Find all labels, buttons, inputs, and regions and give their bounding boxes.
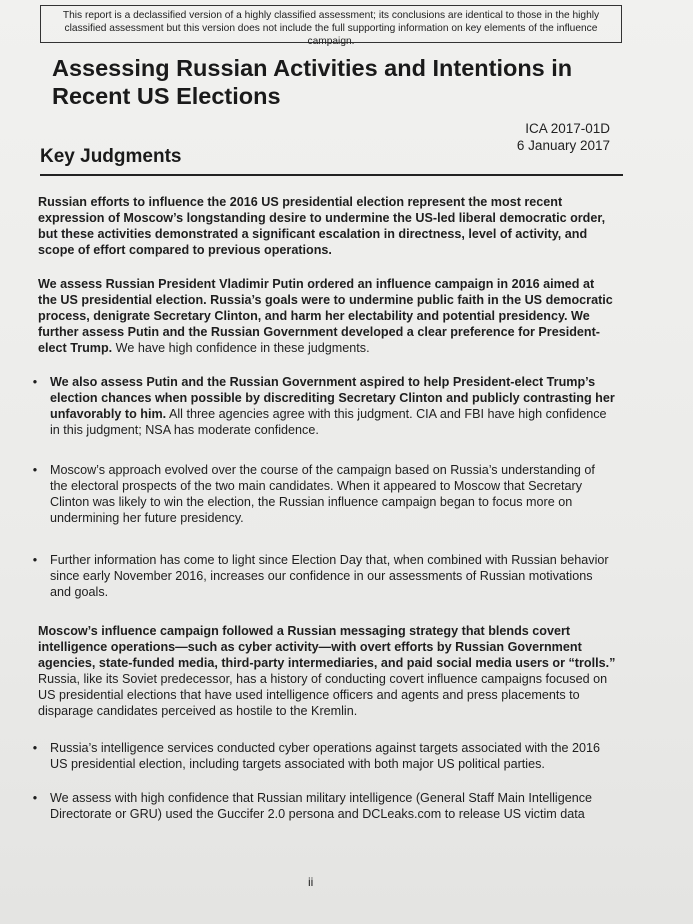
paragraph-2 (38, 276, 616, 356)
paragraph-2-normal: We have high confidence in these judgments. (112, 341, 370, 355)
declassification-notice: This report is a declassified version of a highly classified assessment; its conclusions are identical to those in the highly classified assessment but this version does not include the full supporting information on key elements of the influence campaign. (40, 5, 622, 43)
document-meta (517, 120, 610, 154)
paragraph-3-bold: Moscow’s influence campaign followed a Russian messaging strategy that blends covert intelligence operations—such as cyber activity—with overt efforts by Russian Government agencies, state-funded media, third-party intermediaries, and paid social media users or “trolls.” (38, 624, 616, 670)
bullet-4-text: Russia’s intelligence services conducted cyber operations against targets associated with the 2016 US presidential election, including targets associated with both major US political parties. (50, 741, 601, 771)
bullet-item-3 (30, 552, 620, 600)
bullet-item-2 (30, 462, 620, 526)
section-heading: Key Judgments (40, 146, 182, 167)
document-date: 6 January 2017 (516, 138, 610, 153)
bullet-dot: • (32, 553, 38, 567)
bullet-dot: • (32, 375, 38, 389)
paragraph-3-normal: Russia, like its Soviet predecessor, has a history of conducting covert influence campaigns focused on US presidential elections that have used intelligence officers and agents and press placements to disparage candidates perceived as hostile to the Kremlin. (38, 672, 608, 718)
paragraph-1-bold: Russian efforts to influence the 2016 US presidential election represent the most recent expression of Moscow’s longstanding desire to undermine the US-led liberal democratic order, but these activities demonstrated a significant escalation in directness, level of activity, and scope of effort compared to previous operations. (38, 195, 606, 257)
report-title: Assessing Russian Activities and Intentions in Recent US Elections (52, 55, 573, 109)
bullet-1-bold: We also assess Putin and the Russian Government aspired to help President-elect Trump’s election chances when possible by discrediting Secretary Clinton and publicly contrasting her unfavorably to him. (50, 375, 615, 421)
document-id: ICA 2017-01D (525, 121, 610, 136)
paragraph-1 (38, 194, 616, 258)
bullet-item-1 (30, 374, 620, 438)
bullet-2-text: Moscow’s approach evolved over the course of the campaign based on Russia’s understanding of the electoral prospects of the two main candidates. When it appeared to Moscow that Secretary Clinton was likely to win the election, the Russian influence campaign began to focus more on undermining her future presidency. (50, 463, 595, 525)
bullet-3-text: Further information has come to light since Election Day that, when combined with Russian behavior since early November 2016, increases our confidence in our assessments of Russian motivations and goals. (50, 553, 609, 599)
bullet-dot: • (32, 463, 38, 477)
paragraph-3 (38, 623, 616, 719)
bullet-1-text (50, 374, 615, 438)
page-number: ii (308, 875, 314, 889)
bullet-item-4 (30, 740, 620, 772)
bullet-dot: • (32, 791, 38, 805)
bullet-dot: • (32, 741, 38, 755)
bullet-1-normal: All three agencies agree with this judgment. CIA and FBI have high confidence in this judgment; NSA has moderate confidence. (50, 407, 607, 437)
paragraph-2-bold: We assess Russian President Vladimir Putin ordered an influence campaign in 2016 aimed at the US presidential election. Russia’s goals were to undermine public faith in the US democratic process, denigrate Secretary Clinton, and harm her electability and potential presidency. We further assess Putin and the Russian Government developed a clear preference for President-elect Trump. (38, 277, 613, 355)
bullet-item-5 (30, 790, 620, 822)
section-rule (40, 174, 623, 176)
bullet-5-text: We assess with high confidence that Russian military intelligence (General Staff Main Intelligence Directorate or GRU) used the Guccifer 2.0 persona and DCLeaks.com to release US victim data (50, 791, 593, 821)
